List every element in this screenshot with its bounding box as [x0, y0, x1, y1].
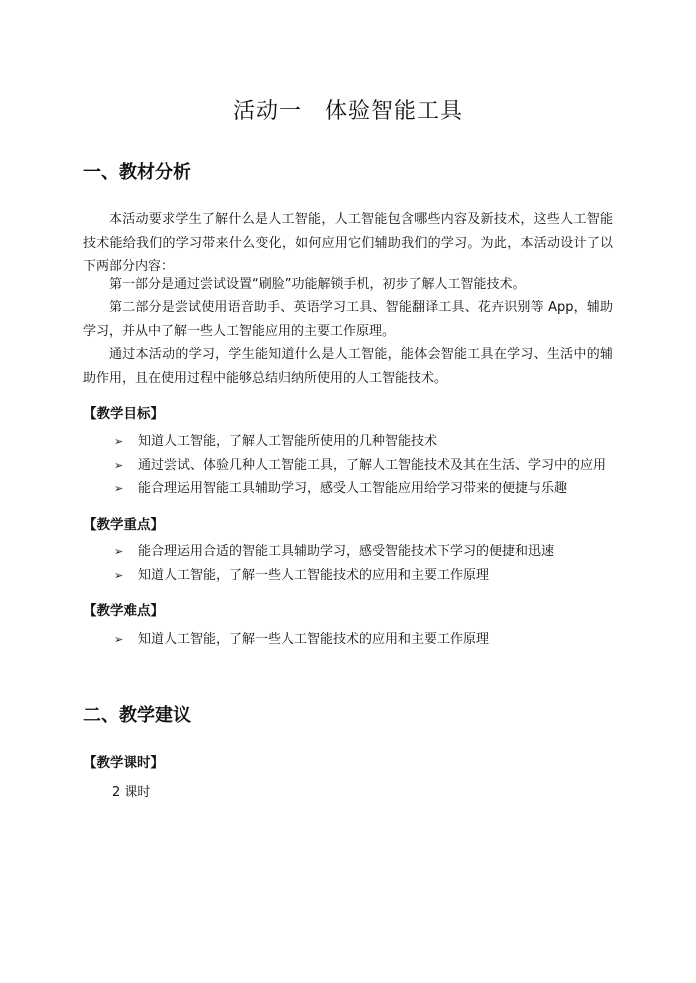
arrow-bullet-icon: ➢: [114, 545, 124, 558]
list-item-text: 通过尝试、体验几种人工智能工具，了解人工智能技术及其在生活、学习中的应用: [138, 457, 607, 473]
arrow-bullet-icon: ➢: [114, 482, 124, 495]
lesson-hours-value: 2 课时: [112, 785, 151, 800]
difficulties-list: [114, 628, 634, 652]
list-item: [114, 477, 634, 501]
lesson-hours-label: 【教学课时】: [83, 755, 164, 771]
key-points-list: [114, 540, 634, 587]
list-item: [114, 628, 634, 652]
paragraph-intro: 本活动要求学生了解什么是人工智能，人工智能包含哪些内容及新技术，这些人工智能技术能给我们的学习带来什么变化，如何应用它们辅助我们的学习。为此，本活动设计了以下两部分内容：: [83, 212, 613, 274]
list-item: [114, 430, 634, 454]
arrow-bullet-icon: ➢: [114, 458, 124, 472]
paragraph-part-one: 第一部分是通过尝试设置“刷脸”功能解锁手机，初步了解人工智能技术。: [109, 277, 526, 292]
arrow-bullet-icon: ➢: [114, 633, 124, 646]
arrow-bullet-icon: ➢: [114, 435, 124, 448]
list-item: [114, 454, 634, 478]
paragraph-part-two: 第二部分是尝试使用语音助手、英语学习工具、智能翻译工具、花卉识别等 App，辅助学习，并从中了解一些人工智能应用的主要工作原理。: [83, 300, 613, 339]
goals-label: 【教学目标】: [83, 406, 164, 422]
list-item: [114, 540, 634, 564]
page-title: 活动一 体验智能工具: [232, 99, 463, 124]
key-points-label: 【教学重点】: [83, 517, 164, 533]
list-item-text: 知道人工智能，了解一些人工智能技术的应用和主要工作原理: [138, 567, 490, 583]
paragraph-summary: 通过本活动的学习，学生能知道什么是人工智能，能体会智能工具在学习、生活中的辅助作用，且在使用过程中能够总结归纳所使用的人工智能技术。: [83, 347, 613, 386]
goals-list: [114, 430, 634, 501]
list-item-text: 知道人工智能，了解一些人工智能技术的应用和主要工作原理: [138, 632, 490, 647]
list-item-text: 知道人工智能，了解人工智能所使用的几种智能技术: [138, 434, 438, 449]
section-heading-suggestions: 二、教学建议: [83, 705, 191, 726]
list-item: [114, 564, 634, 588]
difficulties-label: 【教学难点】: [83, 603, 164, 619]
arrow-bullet-icon: ➢: [114, 568, 124, 582]
list-item-text: 能合理运用智能工具辅助学习，感受人工智能应用给学习带来的便捷与乐趣: [138, 481, 568, 496]
list-item-text: 能合理运用合适的智能工具辅助学习，感受智能技术下学习的便捷和迅速: [138, 544, 555, 559]
section-heading-materials: 一、教材分析: [83, 162, 191, 183]
